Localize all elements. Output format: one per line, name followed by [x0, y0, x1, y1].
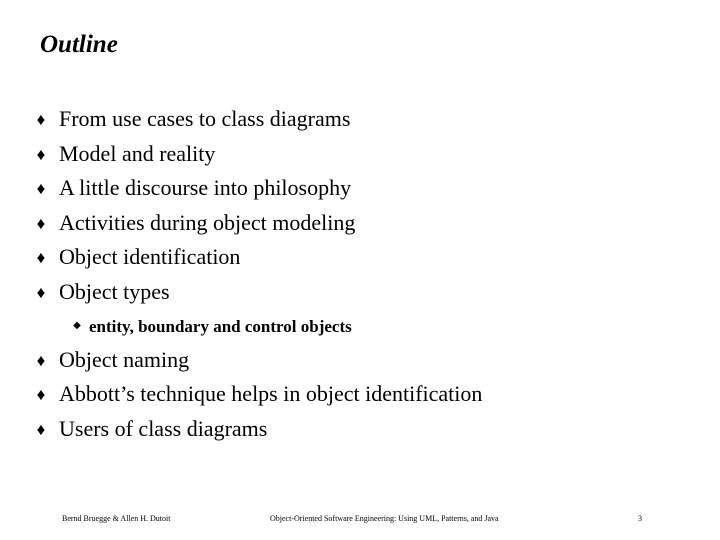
- footer-book-title: Object-Oriented Software Engineering: Using UML, Patterns, and Java: [270, 514, 499, 523]
- diamond-bullet-icon: ♦: [36, 179, 46, 199]
- list-item-text: Activities during object modeling: [59, 209, 356, 235]
- slide-title: Outline: [40, 31, 118, 58]
- list-item: [34, 412, 694, 447]
- list-item: [34, 171, 694, 206]
- outline-list: [34, 102, 694, 446]
- list-item-text: Object naming: [59, 346, 190, 372]
- list-item-text: From use cases to class diagrams: [59, 106, 351, 131]
- list-item: [34, 343, 694, 378]
- list-item-text: Object types: [59, 278, 170, 304]
- diamond-bullet-icon: ♦: [36, 282, 46, 302]
- list-item: [34, 206, 694, 241]
- list-item: [34, 377, 694, 412]
- diamond-bullet-icon: ♦: [36, 419, 46, 439]
- diamond-bullet-icon: ♦: [36, 385, 46, 405]
- footer-authors: Bernd Bruegge & Allen H. Dutoit: [62, 514, 171, 523]
- sub-list-item-text: entity, boundary and control objects: [89, 316, 352, 336]
- diamond-bullet-icon: ♦: [36, 248, 46, 268]
- list-item-text: Model and reality: [59, 140, 216, 166]
- sub-list-item: [34, 312, 694, 342]
- diamond-bullet-icon: ♦: [36, 144, 46, 164]
- diamond-bullet-icon: ♦: [36, 110, 46, 129]
- list-item-text: A little discourse into philosophy: [59, 175, 352, 201]
- page-number: 3: [638, 514, 642, 523]
- list-item: [34, 275, 694, 310]
- list-item: [34, 240, 694, 275]
- diamond-bullet-icon: ♦: [36, 350, 46, 370]
- list-item: [34, 102, 694, 137]
- list-item-text: Abbott’s technique helps in object identification: [59, 381, 483, 407]
- list-item: [34, 137, 694, 172]
- list-item-text: Users of class diagrams: [59, 415, 268, 441]
- diamond-bullet-icon: ♦: [36, 213, 46, 233]
- list-item-text: Object identification: [59, 244, 241, 270]
- small-diamond-bullet-icon: ◆: [73, 319, 81, 331]
